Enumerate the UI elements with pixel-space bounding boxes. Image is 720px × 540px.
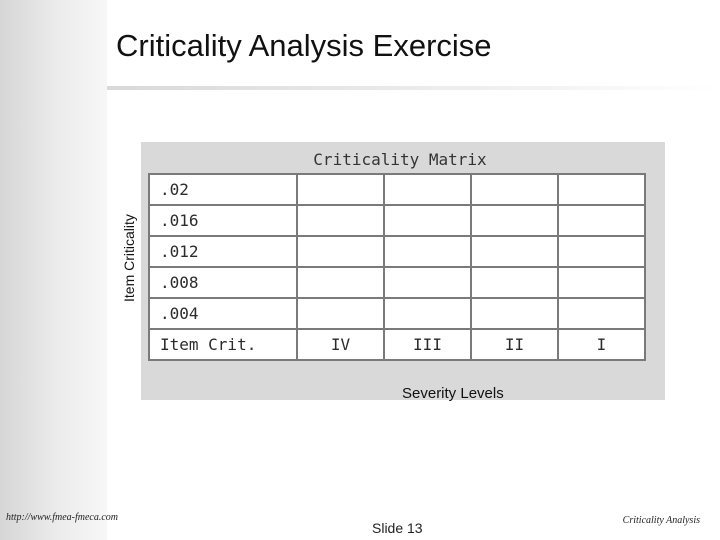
- footer-topic: Criticality Analysis: [622, 515, 700, 526]
- matrix-cell: [558, 298, 645, 329]
- severity-level-iv: IV: [297, 329, 384, 360]
- footer-url: http://www.fmea-fmeca.com: [6, 512, 119, 523]
- matrix-row: [149, 267, 645, 298]
- matrix-row: [149, 236, 645, 267]
- matrix-row: [149, 174, 645, 205]
- matrix-row: [149, 205, 645, 236]
- matrix-cell: [384, 174, 471, 205]
- criticality-value: .012: [149, 236, 297, 267]
- matrix-cell: [384, 298, 471, 329]
- matrix-cell: [384, 205, 471, 236]
- matrix-cell: [297, 267, 384, 298]
- x-axis-label: Severity Levels: [402, 385, 504, 402]
- matrix-title: Criticality Matrix: [313, 150, 487, 169]
- matrix-cell: [471, 205, 558, 236]
- item-crit-header: Item Crit.: [149, 329, 297, 360]
- matrix-cell: [471, 267, 558, 298]
- criticality-value: .008: [149, 267, 297, 298]
- matrix-cell: [297, 236, 384, 267]
- matrix-cell: [558, 236, 645, 267]
- slide-title: Criticality Analysis Exercise: [116, 28, 492, 63]
- matrix-cell: [558, 205, 645, 236]
- criticality-value: .016: [149, 205, 297, 236]
- matrix-cell: [384, 236, 471, 267]
- title-underline: [107, 86, 720, 90]
- criticality-matrix: [148, 173, 646, 361]
- criticality-value: .02: [149, 174, 297, 205]
- severity-level-iii: III: [384, 329, 471, 360]
- severity-level-i: I: [558, 329, 645, 360]
- slide-number: Slide 13: [372, 520, 423, 536]
- matrix-cell: [558, 267, 645, 298]
- matrix-row: [149, 298, 645, 329]
- severity-level-ii: II: [471, 329, 558, 360]
- matrix-cell: [297, 174, 384, 205]
- matrix-header-row: [149, 329, 645, 360]
- left-decorative-band: [0, 0, 107, 540]
- matrix-cell: [471, 236, 558, 267]
- matrix-cell: [558, 174, 645, 205]
- matrix-cell: [471, 174, 558, 205]
- matrix-cell: [297, 205, 384, 236]
- criticality-value: .004: [149, 298, 297, 329]
- y-axis-label: Item Criticality: [121, 214, 137, 302]
- matrix-cell: [297, 298, 384, 329]
- matrix-cell: [384, 267, 471, 298]
- matrix-cell: [471, 298, 558, 329]
